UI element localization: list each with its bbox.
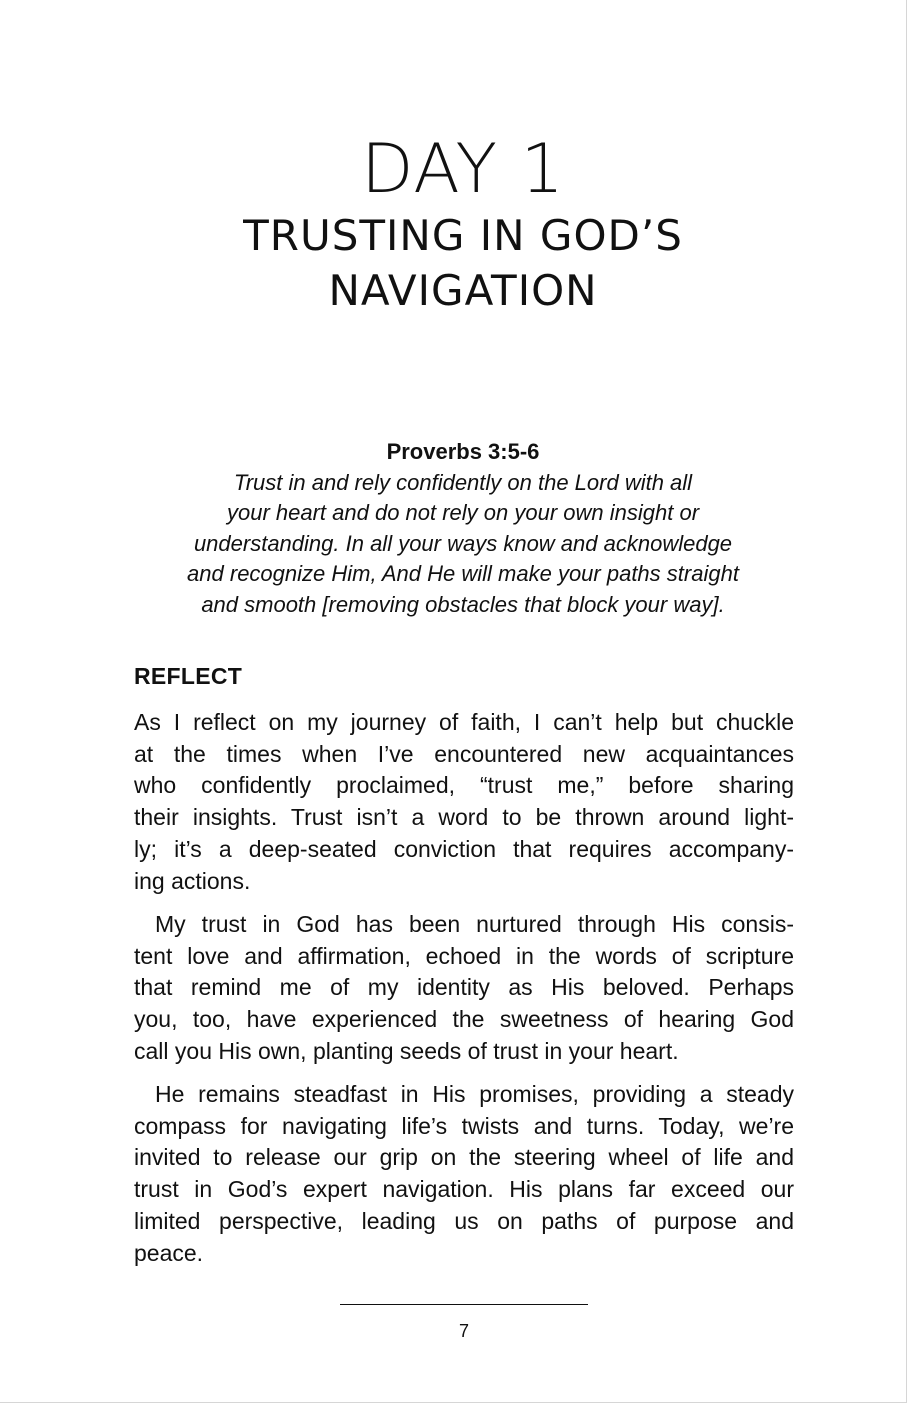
verse-line: and recognize Him, And He will make your paths straight xyxy=(187,561,739,586)
paragraph-line: ing actions. xyxy=(134,867,251,894)
reflect-paragraph-1 xyxy=(134,707,794,897)
day-title: DAY 1 xyxy=(361,130,565,209)
paragraph-line: their insights. Trust isn’t a word to be thrown around light- xyxy=(134,804,794,831)
paragraph-line: compass for navigating life’s twists and turns. Today, we’re xyxy=(134,1112,794,1139)
paragraph-line: limited perspective, leading us on paths of purpose and xyxy=(134,1207,794,1234)
scripture-verse xyxy=(120,437,806,620)
paragraph-line: you, too, have experienced the sweetness of hearing God xyxy=(134,1006,794,1033)
verse-text xyxy=(120,468,806,621)
reflect-paragraph-3 xyxy=(134,1079,794,1269)
paragraph-line: peace. xyxy=(134,1239,204,1266)
paragraph-line: that remind me of my identity as His beloved. Perhaps xyxy=(134,974,794,1001)
chapter-title-line-2: NAVIGATION xyxy=(328,266,598,315)
footer-divider xyxy=(340,1304,588,1305)
paragraph-line: ly; it’s a deep-seated conviction that requires accompany- xyxy=(134,835,794,862)
chapter-title-line-1: TRUSTING IN GOD’S xyxy=(243,211,683,260)
reflect-heading: REFLECT xyxy=(134,663,243,689)
verse-line: your heart and do not rely on your own insight or xyxy=(226,500,700,525)
chapter-title xyxy=(0,208,910,318)
paragraph-line: tent love and affirmation, echoed in the words of scripture xyxy=(134,942,794,969)
reflect-paragraph-2 xyxy=(134,909,794,1068)
paragraph-line: As I reflect on my journey of faith, I can’t help but chuckle xyxy=(134,709,794,735)
paragraph-line: call you His own, planting seeds of trust in your heart. xyxy=(134,1037,679,1064)
paragraph-line: at the times when I’ve encountered new acquaintances xyxy=(134,740,794,767)
verse-line: understanding. In all your ways know and acknowledge xyxy=(193,530,733,556)
paragraph-line: invited to release our grip on the steering wheel of life and xyxy=(134,1144,794,1171)
page-number: 7 xyxy=(458,1321,469,1341)
paragraph-line: trust in God’s expert navigation. His plans far exceed our xyxy=(134,1176,794,1203)
paragraph-line: My trust in God has been nurtured through His consis- xyxy=(155,911,794,937)
verse-reference: Proverbs 3:5-6 xyxy=(386,439,540,464)
paragraph-line: who confidently proclaimed, “trust me,” before sharing xyxy=(134,772,794,799)
verse-line: and smooth [removing obstacles that block your way]. xyxy=(201,591,725,617)
paragraph-line: He remains steadfast in His promises, providing a steady xyxy=(155,1081,794,1107)
verse-line: Trust in and rely confidently on the Lord with all xyxy=(233,469,693,495)
